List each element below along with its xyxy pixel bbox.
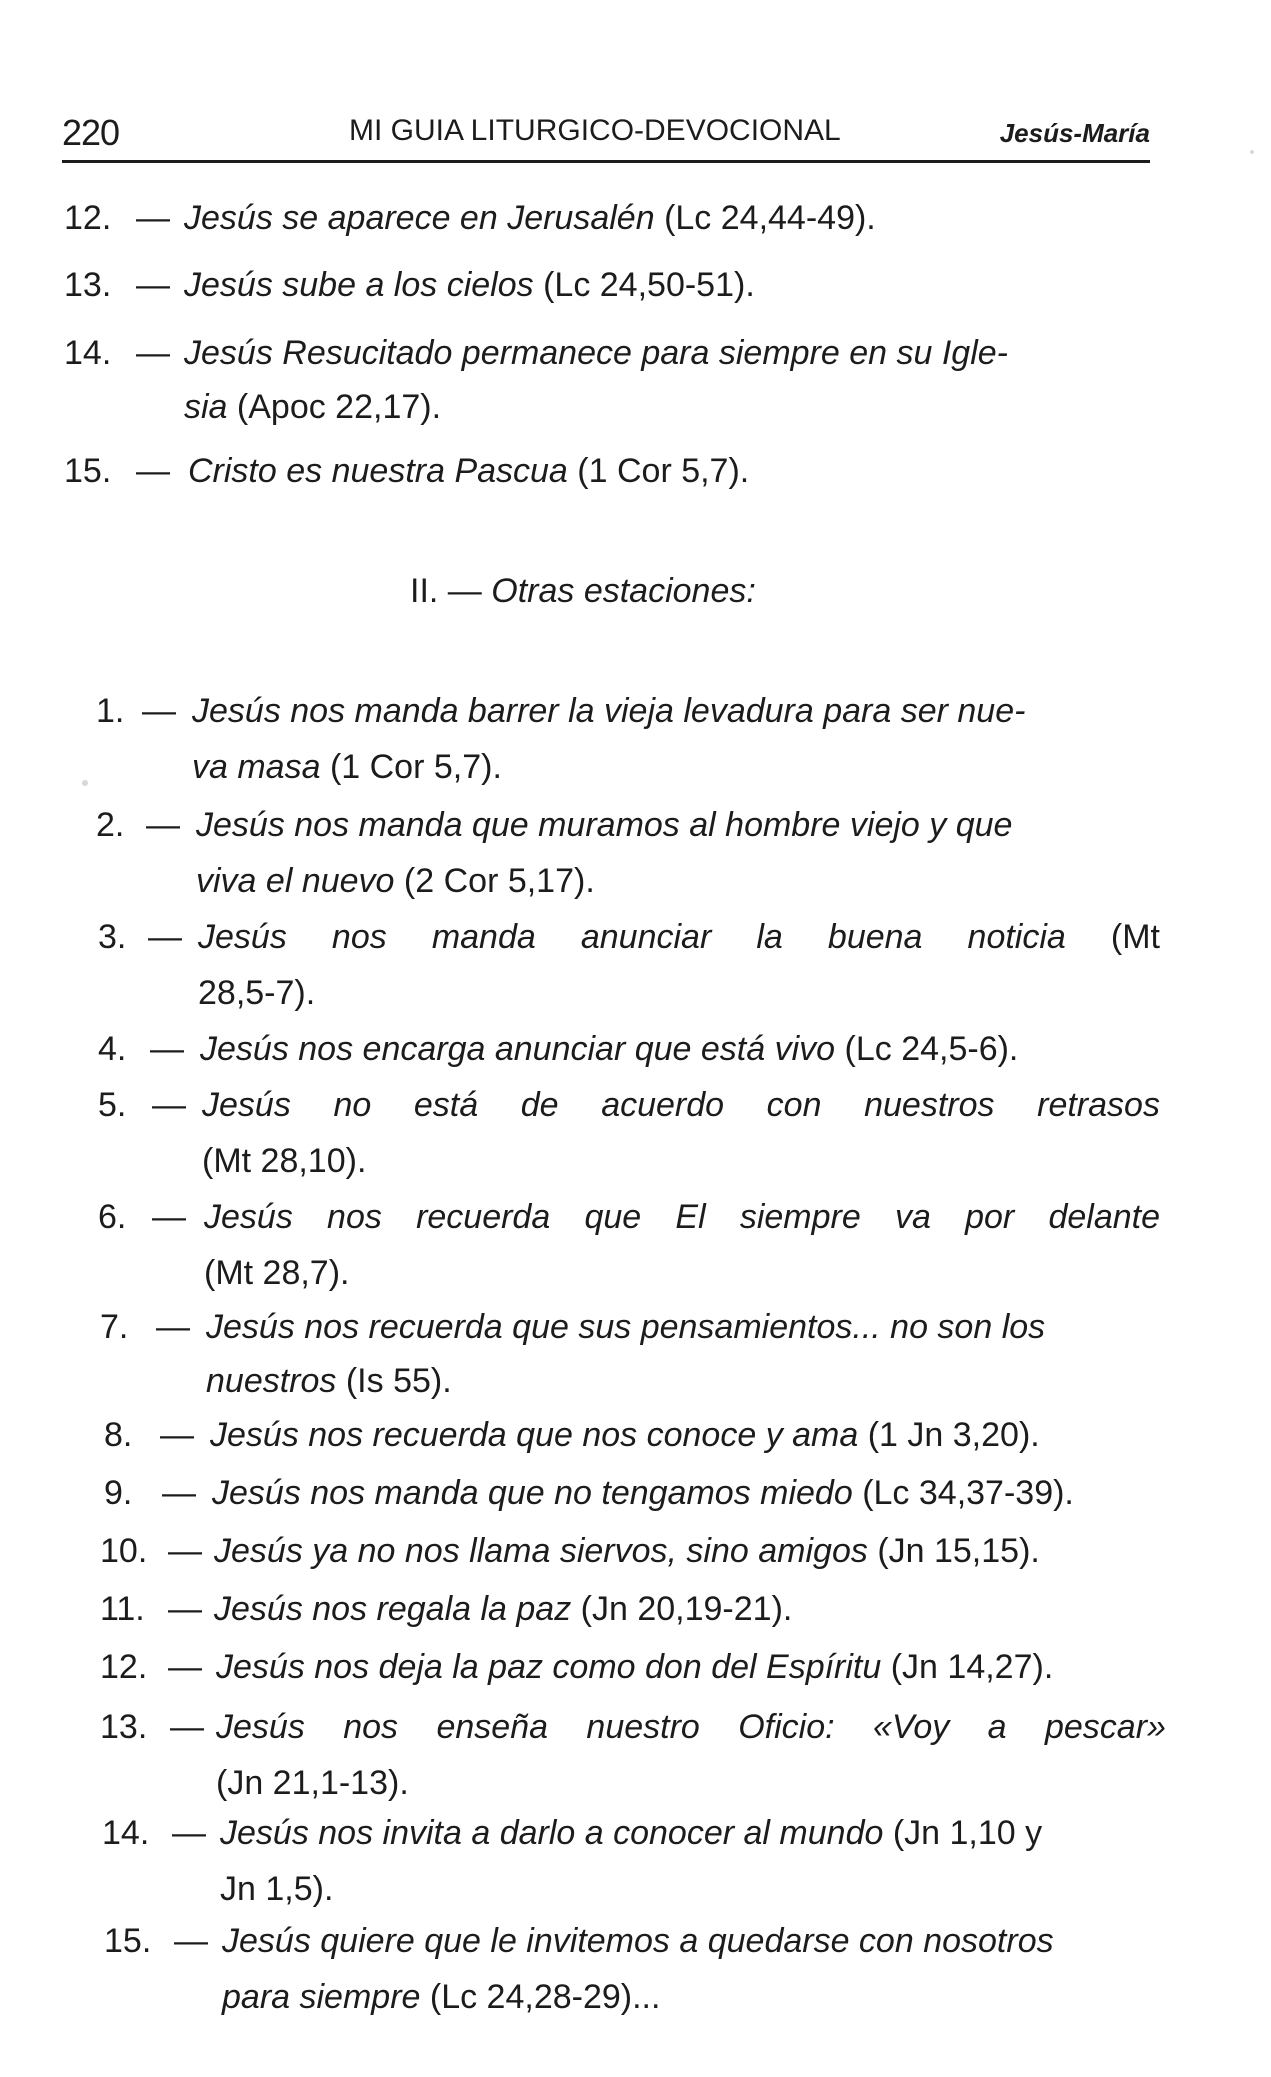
item-dash: — <box>136 199 170 237</box>
section-dash: — <box>447 572 482 610</box>
item-word: buena <box>827 918 923 956</box>
header-rule <box>62 160 1150 163</box>
item-dash: — <box>172 1814 206 1852</box>
item-number: 10. <box>100 1532 148 1570</box>
item-dash: — <box>148 918 182 956</box>
item-number: 8. <box>104 1416 133 1454</box>
item-dash: — <box>142 692 176 730</box>
item-reference-continued: 28,5-7). <box>198 974 316 1012</box>
item-number: 14. <box>64 334 112 372</box>
item-word: por <box>965 1198 1015 1236</box>
running-title: MI GUIA LITURGICO-DEVOCIONAL <box>349 114 841 147</box>
page-number: 220 <box>62 112 120 153</box>
item-number: 1. <box>96 692 125 730</box>
item-number: 12. <box>64 199 112 237</box>
item-reference: (Apoc 22,17). <box>236 388 442 426</box>
item-title: Jesús nos deja la paz como don del Espíritu <box>216 1648 882 1686</box>
item-number: 15. <box>104 1922 152 1960</box>
list-item <box>100 1642 1164 1692</box>
item-word: con <box>766 1086 822 1124</box>
list-item <box>98 912 1162 1022</box>
item-word: recuerda <box>416 1198 551 1236</box>
item-number: 6. <box>98 1198 127 1236</box>
item-word: anunciar <box>580 918 712 956</box>
list-item <box>104 1410 1168 1460</box>
list-item <box>100 1702 1166 1812</box>
item-dash: — <box>174 1922 208 1960</box>
item-dash: — <box>152 1198 186 1236</box>
item-dash: — <box>156 1308 190 1346</box>
item-word: pescar» <box>1044 1708 1166 1746</box>
item-reference: (Jn 21,1-13). <box>216 1764 409 1802</box>
item-title: Jesús sube a los cielos <box>184 266 534 304</box>
item-title-continued: para siempre <box>222 1978 421 2016</box>
item-title-continued: viva el nuevo <box>196 862 395 900</box>
item-title: Cristo es nuestra Pascua <box>188 452 568 490</box>
item-number: 11. <box>100 1590 145 1628</box>
item-title: Jesús nos manda que muramos al hombre viejo y que <box>196 806 1013 844</box>
item-word: Jesús <box>216 1708 305 1746</box>
item-number: 4. <box>98 1030 127 1068</box>
item-number: 12. <box>100 1648 148 1686</box>
item-dash: — <box>160 1416 194 1454</box>
section-title: Otras estaciones: <box>491 572 756 610</box>
item-word: Jesús <box>202 1086 291 1124</box>
list-item <box>96 800 1160 910</box>
list-item <box>104 1916 1170 2026</box>
list-item <box>100 1526 1164 1576</box>
item-word: nos <box>327 1198 382 1236</box>
item-title: Jesús quiere que le invitemos a quedarse con nosotros <box>222 1922 1054 1960</box>
item-reference: (Jn 1,10 y <box>892 1814 1043 1852</box>
item-number: 9. <box>104 1474 133 1512</box>
item-reference: (1 Jn 3,20). <box>867 1416 1040 1454</box>
item-number: 13. <box>100 1708 148 1746</box>
item-title: Jesús nos recuerda que sus pensamientos... no son los <box>206 1308 1046 1346</box>
running-header <box>62 108 1150 158</box>
item-word: a <box>987 1708 1007 1746</box>
list-item <box>64 260 1154 310</box>
item-reference: (1 Cor 5,7). <box>577 452 750 490</box>
item-number: 15. <box>64 452 112 490</box>
running-author: Jesús-María <box>999 118 1150 148</box>
item-word: retrasos <box>1037 1086 1160 1124</box>
item-word: Oficio: <box>738 1708 835 1746</box>
list-item <box>96 686 1160 796</box>
item-reference: (1 Cor 5,7). <box>329 748 502 786</box>
list-item <box>64 446 1154 496</box>
item-number: 7. <box>100 1308 129 1346</box>
list-item <box>100 1302 1164 1412</box>
item-title: Jesús nos invita a darlo a conocer al mundo <box>220 1814 884 1852</box>
item-word: está <box>413 1086 479 1124</box>
list-item <box>102 1808 1168 1918</box>
item-number: 13. <box>64 266 112 304</box>
item-title-continued: sia <box>184 388 228 426</box>
item-dash: — <box>168 1532 202 1570</box>
item-title-continued: nuestros <box>206 1362 337 1400</box>
list-item <box>98 1192 1162 1302</box>
item-title: Jesús nos encarga anunciar que está vivo <box>200 1030 836 1068</box>
item-word: de <box>520 1086 559 1124</box>
list-item <box>98 1080 1162 1190</box>
item-reference: (Lc 24,44-49). <box>664 199 876 237</box>
item-reference-continued: Jn 1,5). <box>220 1870 334 1908</box>
item-word: nos <box>331 918 387 956</box>
item-word: El <box>675 1198 706 1236</box>
item-title: Jesús nos regala la paz <box>214 1590 572 1628</box>
item-reference: (Mt 28,10). <box>202 1142 367 1180</box>
item-reference: (Mt <box>1110 918 1160 956</box>
item-dash: — <box>152 1086 186 1124</box>
item-reference: (Lc 24,50-51). <box>543 266 755 304</box>
item-word: siempre <box>739 1198 861 1236</box>
item-number: 5. <box>98 1086 127 1124</box>
section-numeral: II. <box>410 572 439 610</box>
item-word: enseña <box>436 1708 549 1746</box>
item-title-continued: va masa <box>192 748 321 786</box>
paper-speck <box>1250 150 1254 154</box>
item-number: 3. <box>98 918 127 956</box>
item-word: «Voy <box>873 1708 950 1746</box>
item-title: Jesús nos recuerda que nos conoce y ama <box>210 1416 859 1454</box>
item-word: manda <box>431 918 536 956</box>
item-word: no <box>333 1086 372 1124</box>
item-word: acuerdo <box>601 1086 725 1124</box>
item-dash: — <box>162 1474 196 1512</box>
item-dash: — <box>146 806 180 844</box>
list-item <box>100 1584 1164 1634</box>
item-word: Jesús <box>198 918 287 956</box>
item-reference: (Jn 14,27). <box>890 1648 1054 1686</box>
item-title: Jesús ya no nos llama siervos, sino amigos <box>214 1532 868 1570</box>
item-word: la <box>756 918 783 956</box>
item-reference: (2 Cor 5,17). <box>403 862 595 900</box>
item-reference: (Jn 20,19-21). <box>580 1590 793 1628</box>
list-item <box>64 328 1154 438</box>
list-item <box>98 1024 1162 1074</box>
paper-speck <box>82 780 88 786</box>
item-reference: (Jn 15,15). <box>877 1532 1040 1570</box>
item-reference: (Lc 24,28-29)... <box>429 1978 661 2016</box>
item-reference: (Lc 34,37-39). <box>862 1474 1074 1512</box>
item-word: que <box>584 1198 642 1236</box>
item-number: 2. <box>96 806 125 844</box>
item-word: Jesús <box>204 1198 293 1236</box>
item-title: Jesús nos manda barrer la vieja levadura para ser nue- <box>192 692 1026 730</box>
item-word: nuestro <box>586 1708 700 1746</box>
section-heading <box>410 572 756 611</box>
item-word: va <box>894 1198 931 1236</box>
item-dash: — <box>136 266 170 304</box>
item-reference: (Lc 24,5-6). <box>844 1030 1019 1068</box>
item-dash: — <box>136 334 170 372</box>
item-dash: — <box>150 1030 184 1068</box>
item-word: delante <box>1048 1198 1160 1236</box>
item-reference: (Is 55). <box>345 1362 452 1400</box>
item-reference: (Mt 28,7). <box>204 1254 350 1292</box>
item-dash: — <box>136 452 170 490</box>
list-item <box>64 193 1154 243</box>
item-title: Jesús nos manda que no tengamos miedo <box>212 1474 853 1512</box>
item-title: Jesús Resucitado permanece para siempre en su Igle- <box>184 334 1008 372</box>
item-dash: — <box>168 1648 202 1686</box>
item-title: Jesús se aparece en Jerusalén <box>184 199 655 237</box>
item-dash: — <box>168 1590 202 1628</box>
item-word: noticia <box>967 918 1066 956</box>
item-word: nos <box>343 1708 399 1746</box>
item-dash: — <box>170 1708 204 1746</box>
item-word: nuestros <box>864 1086 995 1124</box>
list-item <box>104 1468 1168 1518</box>
item-number: 14. <box>102 1814 150 1852</box>
